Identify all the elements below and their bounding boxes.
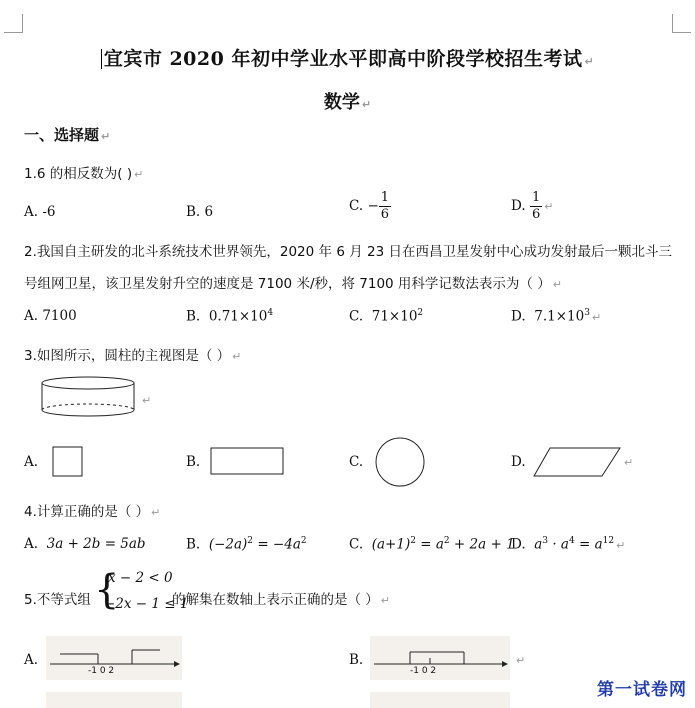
site-watermark-logo: 第一试卷网	[597, 680, 687, 700]
number-line-c-partial	[46, 692, 182, 708]
q4-option-d: D. $a^3 \cdot a^4 = a^{12}$ ↵	[511, 536, 626, 553]
number-line-b	[370, 636, 510, 680]
number-line-b-ticks: -1 0 2	[410, 666, 437, 676]
question-3: 3.如图所示，圆柱的主视图是（ ） ↵	[24, 348, 242, 364]
circle-shape	[374, 436, 426, 488]
section-heading: 一、选择题 ↵	[24, 126, 111, 144]
number-line-d-partial	[370, 692, 510, 708]
number-line-a-ticks: -1 0 2	[88, 666, 115, 676]
cylinder-figure	[38, 374, 138, 422]
inequality-brace: {	[94, 567, 120, 613]
question-5-prefix: 5.不等式组	[24, 592, 91, 608]
q3-option-c: C.	[349, 454, 364, 470]
question-2-line-2: 号组网卫星，该卫星发射升空的速度是 7100 米/秒，将 7100 用科学记数法表示为（ ） ↵	[24, 276, 562, 292]
page-corner-mark	[4, 14, 23, 33]
q3-option-d: D.	[511, 454, 526, 470]
question-5-suffix: 的解集在数轴上表示正确的是（ ） ↵	[172, 592, 391, 608]
q4-option-b: B. $(-2a)^2 = -4a^2$	[186, 536, 307, 553]
subject-heading: 数学 ↵	[323, 92, 372, 113]
question-4: 4.计算正确的是（ ） ↵	[24, 504, 161, 520]
q5-option-b: B.	[349, 652, 364, 668]
q1-option-c: C. − $\frac{1}{6}$	[349, 190, 390, 222]
q3-option-a: A.	[24, 454, 39, 470]
q2-option-d: D. $7.1\times 10^3$ ↵	[511, 308, 602, 325]
q3-option-b: B.	[186, 454, 201, 470]
q2-option-c: C. $71\times 10^2$	[349, 308, 424, 325]
q4-option-c: C. $(a+1)^2 = a^2 + 2a + 1$	[349, 536, 515, 553]
q2-option-a: A. 7100	[24, 308, 77, 324]
parallelogram-shape	[532, 446, 624, 478]
rectangle-shape	[210, 444, 290, 480]
inequality-2: −2x − 1 ≤ 1	[104, 596, 189, 612]
q1-option-b: B. 6	[186, 204, 214, 220]
exam-title: 宜宾市 2020 年初中学业水平即高中阶段学校招生考试 ↵	[0, 44, 695, 71]
square-shape	[52, 446, 84, 478]
q4-option-a: A. 3a + 2b = 5ab	[24, 536, 146, 552]
q5-option-a: A.	[24, 652, 39, 668]
inequality-1: x − 2 < 0	[108, 570, 173, 586]
q2-option-b: B. $0.71\times 10^4$	[186, 308, 274, 325]
q1-option-a: A. -6	[24, 204, 56, 220]
q1-option-d: D. $\frac{1}{6}$ ↵	[511, 190, 554, 222]
text-cursor	[101, 49, 102, 69]
question-2-line-1: 2.我国自主研发的北斗系统技术世界领先，2020 年 6 月 23 日在西昌卫星发射中心成功发射最后一颗北斗三	[24, 244, 672, 260]
page-corner-mark	[672, 14, 691, 33]
question-1: 1.6 的相反数为( ) ↵	[24, 166, 144, 182]
